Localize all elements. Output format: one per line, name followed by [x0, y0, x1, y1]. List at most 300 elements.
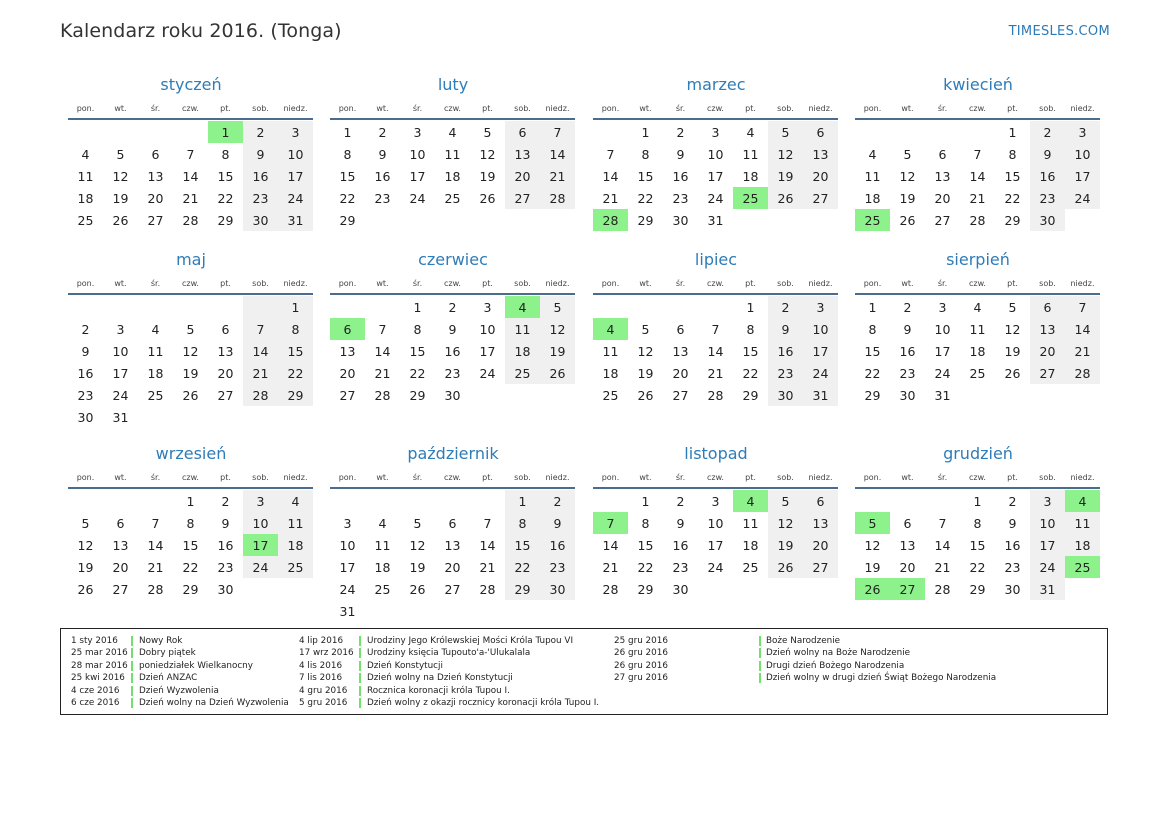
day-cell[interactable]: 16 — [672, 168, 689, 184]
day-cell[interactable]: 2 — [221, 493, 230, 509]
day-cell[interactable]: 13 — [672, 343, 689, 359]
day-cell[interactable]: 15 — [1004, 168, 1021, 184]
day-cell[interactable]: 14 — [243, 340, 278, 362]
holiday-day-cell[interactable]: 1 — [208, 121, 243, 143]
day-cell[interactable]: 10 — [1030, 512, 1065, 534]
day-cell[interactable]: 12 — [637, 343, 654, 359]
day-cell[interactable]: 10 — [1065, 143, 1100, 165]
day-cell[interactable]: 12 — [768, 512, 803, 534]
day-cell[interactable]: 13 — [803, 143, 838, 165]
day-cell[interactable]: 6 — [448, 515, 457, 531]
day-cell[interactable]: 9 — [81, 343, 90, 359]
day-cell[interactable]: 15 — [182, 537, 199, 553]
day-cell[interactable]: 12 — [1004, 321, 1021, 337]
day-cell[interactable]: 21 — [1065, 340, 1100, 362]
day-cell[interactable]: 18 — [864, 190, 881, 206]
day-cell[interactable]: 15 — [505, 534, 540, 556]
holiday-day-cell[interactable]: 26 — [855, 578, 890, 600]
day-cell[interactable]: 30 — [768, 384, 803, 406]
day-cell[interactable]: 6 — [1030, 296, 1065, 318]
day-cell[interactable]: 21 — [243, 362, 278, 384]
day-cell[interactable]: 2 — [903, 299, 912, 315]
day-cell[interactable]: 28 — [182, 212, 199, 228]
day-cell[interactable]: 1 — [343, 124, 352, 140]
day-cell[interactable]: 31 — [803, 384, 838, 406]
day-cell[interactable]: 24 — [803, 362, 838, 384]
day-cell[interactable]: 5 — [641, 321, 650, 337]
day-cell[interactable]: 3 — [711, 493, 720, 509]
day-cell[interactable]: 2 — [81, 321, 90, 337]
day-cell[interactable]: 21 — [479, 559, 496, 575]
day-cell[interactable]: 16 — [374, 168, 391, 184]
day-cell[interactable]: 11 — [1065, 512, 1100, 534]
day-cell[interactable]: 31 — [707, 212, 724, 228]
day-cell[interactable]: 23 — [672, 190, 689, 206]
day-cell[interactable]: 27 — [934, 212, 951, 228]
day-cell[interactable]: 25 — [278, 556, 313, 578]
day-cell[interactable]: 8 — [641, 515, 650, 531]
day-cell[interactable]: 10 — [243, 512, 278, 534]
day-cell[interactable]: 6 — [505, 121, 540, 143]
day-cell[interactable]: 9 — [903, 321, 912, 337]
day-cell[interactable]: 25 — [602, 387, 619, 403]
day-cell[interactable]: 26 — [768, 187, 803, 209]
day-cell[interactable]: 30 — [217, 581, 234, 597]
day-cell[interactable]: 23 — [1030, 187, 1065, 209]
day-cell[interactable]: 19 — [864, 559, 881, 575]
day-cell[interactable]: 7 — [606, 146, 615, 162]
day-cell[interactable]: 2 — [1030, 121, 1065, 143]
day-cell[interactable]: 20 — [339, 365, 356, 381]
day-cell[interactable]: 1 — [746, 299, 755, 315]
day-cell[interactable]: 18 — [742, 537, 759, 553]
day-cell[interactable]: 1 — [1008, 124, 1017, 140]
day-cell[interactable]: 13 — [112, 537, 129, 553]
day-cell[interactable]: 7 — [938, 515, 947, 531]
day-cell[interactable]: 5 — [768, 121, 803, 143]
day-cell[interactable]: 9 — [1008, 515, 1017, 531]
day-cell[interactable]: 20 — [672, 365, 689, 381]
day-cell[interactable]: 13 — [934, 168, 951, 184]
day-cell[interactable]: 26 — [899, 212, 916, 228]
day-cell[interactable]: 18 — [374, 559, 391, 575]
day-cell[interactable]: 23 — [540, 556, 575, 578]
day-cell[interactable]: 16 — [444, 343, 461, 359]
day-cell[interactable]: 31 — [112, 409, 129, 425]
day-cell[interactable]: 26 — [768, 556, 803, 578]
day-cell[interactable]: 6 — [151, 146, 160, 162]
day-cell[interactable]: 9 — [221, 515, 230, 531]
day-cell[interactable]: 31 — [339, 603, 356, 619]
day-cell[interactable]: 16 — [768, 340, 803, 362]
day-cell[interactable]: 15 — [742, 343, 759, 359]
day-cell[interactable]: 22 — [182, 559, 199, 575]
day-cell[interactable]: 23 — [672, 559, 689, 575]
day-cell[interactable]: 23 — [444, 365, 461, 381]
day-cell[interactable]: 3 — [483, 299, 492, 315]
day-cell[interactable]: 7 — [151, 515, 160, 531]
day-cell[interactable]: 20 — [934, 190, 951, 206]
day-cell[interactable]: 10 — [278, 143, 313, 165]
day-cell[interactable]: 14 — [182, 168, 199, 184]
holiday-day-cell[interactable]: 6 — [330, 318, 365, 340]
day-cell[interactable]: 19 — [768, 534, 803, 556]
day-cell[interactable]: 25 — [444, 190, 461, 206]
day-cell[interactable]: 24 — [1030, 556, 1065, 578]
day-cell[interactable]: 11 — [742, 515, 759, 531]
day-cell[interactable]: 2 — [378, 124, 387, 140]
day-cell[interactable]: 14 — [1065, 318, 1100, 340]
day-cell[interactable]: 20 — [803, 534, 838, 556]
day-cell[interactable]: 19 — [77, 559, 94, 575]
day-cell[interactable]: 13 — [803, 512, 838, 534]
day-cell[interactable]: 26 — [1004, 365, 1021, 381]
day-cell[interactable]: 9 — [243, 143, 278, 165]
day-cell[interactable]: 11 — [374, 537, 391, 553]
day-cell[interactable]: 7 — [540, 121, 575, 143]
day-cell[interactable]: 8 — [1008, 146, 1017, 162]
day-cell[interactable]: 7 — [711, 321, 720, 337]
day-cell[interactable]: 10 — [803, 318, 838, 340]
day-cell[interactable]: 3 — [938, 299, 947, 315]
day-cell[interactable]: 17 — [934, 343, 951, 359]
day-cell[interactable]: 11 — [77, 168, 94, 184]
day-cell[interactable]: 5 — [116, 146, 125, 162]
day-cell[interactable]: 28 — [934, 581, 951, 597]
day-cell[interactable]: 24 — [278, 187, 313, 209]
day-cell[interactable]: 27 — [803, 187, 838, 209]
day-cell[interactable]: 22 — [637, 190, 654, 206]
day-cell[interactable]: 16 — [672, 537, 689, 553]
day-cell[interactable]: 25 — [505, 362, 540, 384]
day-cell[interactable]: 1 — [505, 490, 540, 512]
day-cell[interactable]: 26 — [479, 190, 496, 206]
day-cell[interactable]: 9 — [378, 146, 387, 162]
day-cell[interactable]: 22 — [637, 559, 654, 575]
holiday-day-cell[interactable]: 27 — [890, 578, 925, 600]
day-cell[interactable]: 28 — [243, 384, 278, 406]
day-cell[interactable]: 15 — [637, 537, 654, 553]
day-cell[interactable]: 15 — [864, 343, 881, 359]
day-cell[interactable]: 18 — [505, 340, 540, 362]
day-cell[interactable]: 29 — [278, 384, 313, 406]
day-cell[interactable]: 4 — [746, 124, 755, 140]
day-cell[interactable]: 9 — [1030, 143, 1065, 165]
day-cell[interactable]: 26 — [637, 387, 654, 403]
day-cell[interactable]: 27 — [444, 581, 461, 597]
day-cell[interactable]: 24 — [707, 559, 724, 575]
day-cell[interactable]: 21 — [602, 190, 619, 206]
day-cell[interactable]: 5 — [81, 515, 90, 531]
day-cell[interactable]: 15 — [409, 343, 426, 359]
day-cell[interactable]: 12 — [77, 537, 94, 553]
day-cell[interactable]: 3 — [243, 490, 278, 512]
day-cell[interactable]: 17 — [278, 165, 313, 187]
brand-link[interactable]: TIMESLES.COM — [1008, 24, 1110, 39]
day-cell[interactable]: 4 — [868, 146, 877, 162]
day-cell[interactable]: 22 — [217, 190, 234, 206]
day-cell[interactable]: 1 — [868, 299, 877, 315]
day-cell[interactable]: 24 — [243, 556, 278, 578]
day-cell[interactable]: 20 — [1030, 340, 1065, 362]
day-cell[interactable]: 14 — [934, 537, 951, 553]
day-cell[interactable]: 7 — [186, 146, 195, 162]
day-cell[interactable]: 19 — [409, 559, 426, 575]
day-cell[interactable]: 4 — [278, 490, 313, 512]
day-cell[interactable]: 16 — [217, 537, 234, 553]
day-cell[interactable]: 9 — [540, 512, 575, 534]
day-cell[interactable]: 17 — [707, 168, 724, 184]
day-cell[interactable]: 11 — [742, 146, 759, 162]
day-cell[interactable]: 26 — [540, 362, 575, 384]
day-cell[interactable]: 17 — [1030, 534, 1065, 556]
holiday-day-cell[interactable]: 7 — [593, 512, 628, 534]
day-cell[interactable]: 8 — [186, 515, 195, 531]
day-cell[interactable]: 9 — [448, 321, 457, 337]
day-cell[interactable]: 5 — [768, 490, 803, 512]
day-cell[interactable]: 24 — [409, 190, 426, 206]
day-cell[interactable]: 19 — [768, 165, 803, 187]
day-cell[interactable]: 15 — [278, 340, 313, 362]
day-cell[interactable]: 8 — [868, 321, 877, 337]
day-cell[interactable]: 27 — [803, 556, 838, 578]
day-cell[interactable]: 7 — [483, 515, 492, 531]
day-cell[interactable]: 16 — [1030, 165, 1065, 187]
day-cell[interactable]: 10 — [707, 515, 724, 531]
day-cell[interactable]: 30 — [1030, 209, 1065, 231]
day-cell[interactable]: 20 — [217, 365, 234, 381]
day-cell[interactable]: 21 — [602, 559, 619, 575]
day-cell[interactable]: 27 — [147, 212, 164, 228]
day-cell[interactable]: 6 — [803, 490, 838, 512]
day-cell[interactable]: 30 — [243, 209, 278, 231]
day-cell[interactable]: 29 — [864, 387, 881, 403]
day-cell[interactable]: 6 — [221, 321, 230, 337]
holiday-day-cell[interactable]: 5 — [855, 512, 890, 534]
day-cell[interactable]: 30 — [672, 581, 689, 597]
day-cell[interactable]: 10 — [409, 146, 426, 162]
day-cell[interactable]: 1 — [641, 124, 650, 140]
day-cell[interactable]: 31 — [934, 387, 951, 403]
day-cell[interactable]: 8 — [278, 318, 313, 340]
day-cell[interactable]: 9 — [676, 515, 685, 531]
day-cell[interactable]: 14 — [602, 537, 619, 553]
day-cell[interactable]: 12 — [479, 146, 496, 162]
day-cell[interactable]: 22 — [278, 362, 313, 384]
holiday-day-cell[interactable]: 4 — [1065, 490, 1100, 512]
day-cell[interactable]: 19 — [1004, 343, 1021, 359]
day-cell[interactable]: 23 — [899, 365, 916, 381]
day-cell[interactable]: 28 — [707, 387, 724, 403]
day-cell[interactable]: 27 — [505, 187, 540, 209]
day-cell[interactable]: 28 — [969, 212, 986, 228]
day-cell[interactable]: 17 — [803, 340, 838, 362]
day-cell[interactable]: 22 — [1004, 190, 1021, 206]
day-cell[interactable]: 30 — [672, 212, 689, 228]
day-cell[interactable]: 13 — [147, 168, 164, 184]
holiday-day-cell[interactable]: 4 — [733, 490, 768, 512]
day-cell[interactable]: 11 — [505, 318, 540, 340]
day-cell[interactable]: 11 — [602, 343, 619, 359]
day-cell[interactable]: 4 — [151, 321, 160, 337]
day-cell[interactable]: 22 — [409, 365, 426, 381]
day-cell[interactable]: 5 — [1008, 299, 1017, 315]
day-cell[interactable]: 23 — [374, 190, 391, 206]
day-cell[interactable]: 14 — [147, 537, 164, 553]
day-cell[interactable]: 20 — [444, 559, 461, 575]
day-cell[interactable]: 29 — [505, 578, 540, 600]
day-cell[interactable]: 18 — [1065, 534, 1100, 556]
day-cell[interactable]: 10 — [479, 321, 496, 337]
day-cell[interactable]: 21 — [934, 559, 951, 575]
day-cell[interactable]: 8 — [505, 512, 540, 534]
day-cell[interactable]: 19 — [899, 190, 916, 206]
day-cell[interactable]: 3 — [711, 124, 720, 140]
day-cell[interactable]: 17 — [707, 537, 724, 553]
day-cell[interactable]: 17 — [1065, 165, 1100, 187]
day-cell[interactable]: 10 — [707, 146, 724, 162]
day-cell[interactable]: 13 — [339, 343, 356, 359]
day-cell[interactable]: 18 — [969, 343, 986, 359]
day-cell[interactable]: 31 — [1030, 578, 1065, 600]
day-cell[interactable]: 15 — [339, 168, 356, 184]
day-cell[interactable]: 29 — [637, 212, 654, 228]
day-cell[interactable]: 21 — [540, 165, 575, 187]
day-cell[interactable]: 2 — [1008, 493, 1017, 509]
day-cell[interactable]: 9 — [676, 146, 685, 162]
day-cell[interactable]: 21 — [969, 190, 986, 206]
day-cell[interactable]: 7 — [378, 321, 387, 337]
day-cell[interactable]: 3 — [343, 515, 352, 531]
day-cell[interactable]: 16 — [540, 534, 575, 556]
day-cell[interactable]: 29 — [339, 212, 356, 228]
holiday-day-cell[interactable]: 25 — [733, 187, 768, 209]
day-cell[interactable]: 4 — [378, 515, 387, 531]
day-cell[interactable]: 1 — [278, 296, 313, 318]
day-cell[interactable]: 21 — [182, 190, 199, 206]
day-cell[interactable]: 3 — [1065, 121, 1100, 143]
day-cell[interactable]: 15 — [217, 168, 234, 184]
day-cell[interactable]: 8 — [973, 515, 982, 531]
day-cell[interactable]: 24 — [707, 190, 724, 206]
day-cell[interactable]: 17 — [479, 343, 496, 359]
day-cell[interactable]: 30 — [899, 387, 916, 403]
day-cell[interactable]: 3 — [803, 296, 838, 318]
day-cell[interactable]: 6 — [803, 121, 838, 143]
day-cell[interactable]: 3 — [1030, 490, 1065, 512]
day-cell[interactable]: 5 — [903, 146, 912, 162]
day-cell[interactable]: 29 — [182, 581, 199, 597]
holiday-day-cell[interactable]: 25 — [855, 209, 890, 231]
day-cell[interactable]: 2 — [243, 121, 278, 143]
holiday-day-cell[interactable]: 25 — [1065, 556, 1100, 578]
day-cell[interactable]: 4 — [448, 124, 457, 140]
day-cell[interactable]: 6 — [903, 515, 912, 531]
day-cell[interactable]: 13 — [899, 537, 916, 553]
day-cell[interactable]: 18 — [742, 168, 759, 184]
day-cell[interactable]: 13 — [505, 143, 540, 165]
day-cell[interactable]: 16 — [243, 165, 278, 187]
day-cell[interactable]: 29 — [409, 387, 426, 403]
day-cell[interactable]: 18 — [77, 190, 94, 206]
day-cell[interactable]: 19 — [540, 340, 575, 362]
day-cell[interactable]: 12 — [182, 343, 199, 359]
day-cell[interactable]: 25 — [374, 581, 391, 597]
day-cell[interactable]: 7 — [243, 318, 278, 340]
day-cell[interactable]: 26 — [182, 387, 199, 403]
day-cell[interactable]: 10 — [112, 343, 129, 359]
day-cell[interactable]: 3 — [413, 124, 422, 140]
day-cell[interactable]: 11 — [864, 168, 881, 184]
day-cell[interactable]: 11 — [444, 146, 461, 162]
day-cell[interactable]: 15 — [637, 168, 654, 184]
holiday-day-cell[interactable]: 4 — [505, 296, 540, 318]
day-cell[interactable]: 22 — [969, 559, 986, 575]
day-cell[interactable]: 23 — [217, 559, 234, 575]
day-cell[interactable]: 30 — [540, 578, 575, 600]
day-cell[interactable]: 22 — [505, 556, 540, 578]
day-cell[interactable]: 10 — [934, 321, 951, 337]
day-cell[interactable]: 28 — [1065, 362, 1100, 384]
day-cell[interactable]: 24 — [934, 365, 951, 381]
day-cell[interactable]: 13 — [217, 343, 234, 359]
day-cell[interactable]: 28 — [602, 581, 619, 597]
day-cell[interactable]: 14 — [540, 143, 575, 165]
day-cell[interactable]: 26 — [112, 212, 129, 228]
day-cell[interactable]: 26 — [409, 581, 426, 597]
day-cell[interactable]: 12 — [768, 143, 803, 165]
day-cell[interactable]: 6 — [938, 146, 947, 162]
day-cell[interactable]: 12 — [112, 168, 129, 184]
day-cell[interactable]: 13 — [444, 537, 461, 553]
day-cell[interactable]: 19 — [637, 365, 654, 381]
day-cell[interactable]: 18 — [278, 534, 313, 556]
day-cell[interactable]: 30 — [444, 387, 461, 403]
day-cell[interactable]: 22 — [742, 365, 759, 381]
day-cell[interactable]: 2 — [448, 299, 457, 315]
day-cell[interactable]: 29 — [1004, 212, 1021, 228]
day-cell[interactable]: 29 — [217, 212, 234, 228]
day-cell[interactable]: 11 — [969, 321, 986, 337]
day-cell[interactable]: 22 — [864, 365, 881, 381]
day-cell[interactable]: 19 — [479, 168, 496, 184]
day-cell[interactable]: 30 — [1004, 581, 1021, 597]
day-cell[interactable]: 2 — [540, 490, 575, 512]
day-cell[interactable]: 10 — [339, 537, 356, 553]
day-cell[interactable]: 2 — [676, 124, 685, 140]
day-cell[interactable]: 5 — [413, 515, 422, 531]
day-cell[interactable]: 26 — [77, 581, 94, 597]
day-cell[interactable]: 13 — [1030, 318, 1065, 340]
day-cell[interactable]: 16 — [899, 343, 916, 359]
day-cell[interactable]: 25 — [147, 387, 164, 403]
day-cell[interactable]: 2 — [676, 493, 685, 509]
day-cell[interactable]: 17 — [339, 559, 356, 575]
holiday-day-cell[interactable]: 4 — [593, 318, 628, 340]
day-cell[interactable]: 8 — [343, 146, 352, 162]
day-cell[interactable]: 17 — [112, 365, 129, 381]
day-cell[interactable]: 23 — [1004, 559, 1021, 575]
day-cell[interactable]: 18 — [444, 168, 461, 184]
day-cell[interactable]: 30 — [77, 409, 94, 425]
day-cell[interactable]: 4 — [81, 146, 90, 162]
holiday-day-cell[interactable]: 28 — [593, 209, 628, 231]
day-cell[interactable]: 17 — [409, 168, 426, 184]
day-cell[interactable]: 1 — [641, 493, 650, 509]
day-cell[interactable]: 14 — [969, 168, 986, 184]
day-cell[interactable]: 20 — [112, 559, 129, 575]
day-cell[interactable]: 4 — [973, 299, 982, 315]
